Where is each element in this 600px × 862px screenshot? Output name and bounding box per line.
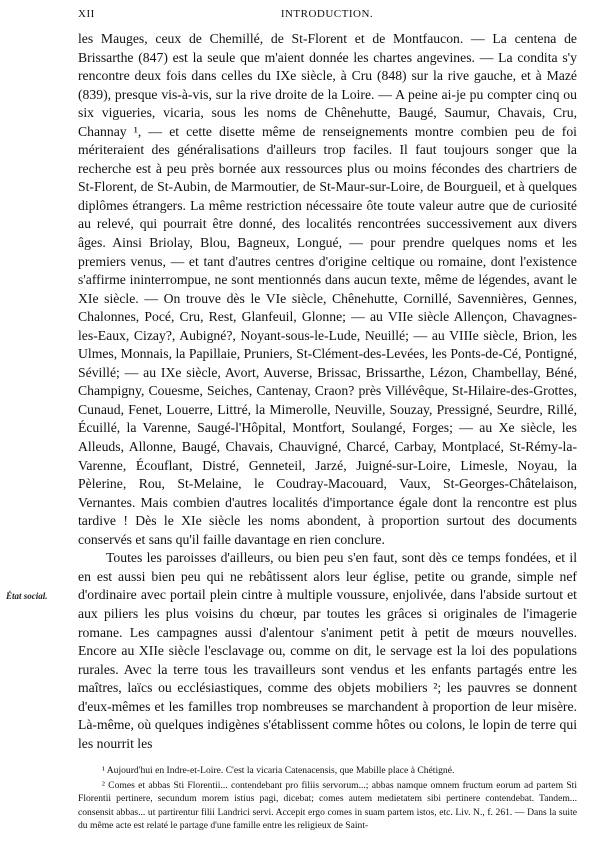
page-number: XII bbox=[78, 8, 95, 20]
running-title: INTRODUCTION. bbox=[280, 8, 374, 20]
margin-note: État social. bbox=[6, 591, 48, 601]
running-header bbox=[78, 8, 576, 24]
footnote-2: ² Comes et abbas Sti Florentii... contendebant pro filiis servorum...; abbas namque omnem fructum eorum ad partem Sti Florentii pertinere, secundum morem istius pagi, dicebat; comes autem medietatem sibi pertinere contendebat. Tandem... consensit abbas... ut partirentur filii Landrici servi. Accepit ergo comes in suam partem istos, etc. Liv. N., f. 261. — Dans la suite du même acte est relaté le partage d'une famille entre les religieux de Saint- bbox=[78, 780, 577, 831]
footnote-1: ¹ Aujourd'hui en Indre-et-Loire. C'est la vicaria Catenacensis, que Mabille place à Chétigné. bbox=[102, 765, 455, 776]
paragraph-1: les Mauges, ceux de Chemillé, de St-Florent et de Montfaucon. — La centena de Brissarthe (847) est la seule que m'aient donnée les chartes angevines. — La condita s'y rencontre deux fois dans celles du IXe siècle, à Cru (848) sur la rive gauche, et à Mazé (839), presque vis-à-vis, sur la rive droite de la Loire. — A peine ai-je pu compter cinq ou six vigueries, vicaria, sous les noms de Chênehutte, Baugé, Saumur, Chavais, Cru, Channay ¹, — et cette disette même de renseignements montre combien peu de foi mériteraient des généralisations d'ailleurs trop faciles. Il faut toujours songer que la recherche est à peu près bornée aux ressources plus ou moins fécondes des chartriers de St-Florent, de St-Aubin, de Marmoutier, de St-Maur-sur-Loire, de Bourgueil, et à quelques diplômes étrangers. La même restriction nécessaire ôte toute valeur autre que de curiosité au relevé, qui pourrait être donné, des localités rencontrées successivement aux divers âges. Ainsi Briolay, Blou, Bagneux, Longué, — pour prendre quelques noms et les premiers venus, — et tant d'autres centres d'origine celtique ou romaine, dont l'existence s'affirme ininterrompue, ne sont mentionnés dans aucun texte, même de légendes, avant le XIe siècle. — On trouve dès le VIe siècle, Chênehutte, Cornillé, Savennières, Gennes, Chalonnes, Pocé, Cru, Rest, Glanfeuil, Glonne; — au VIIe siècle Allençon, Chavagnes-les-Eaux, Cizay?, Aubigné?, Noyant-sous-le-Lude, Neuillé; — au VIIIe siècle, Brion, les Ulmes, Monnais, la Papillaie, Pruniers, St-Clément-des-Levées, les Ponts-de-Cé, Pontigné, Sévillé; — au IXe siècle, Avort, Auverse, Brissac, Brissarthe, Lézon, Chambellay, Béné, Champigny, Couesme, Seiches, Cantenay, Craon? près Villévêque, St-Hilaire-des-Grottes, Cunaud, Fenet, Louerre, Littré, la Mimerolle, Neuville, Souzay, Pressigné, Seurdre, Rillé, Écuillé, la Varenne, Saugé-l'Hôpital, Montfort, Soulangé, Forges; — au Xe siècle, les Alleuds, Allonne, Baugé, Chavais, Chauvigné, Charcé, Carbay, Montplacé, St-Rémy-la-Varenne, Écouflant, Distré, Genneteil, Jarzé, Juigné-sur-Loire, Limesle, Noyau, la Pèlerine, Rou, St-Melaine, le Coudray-Macouard, Vaux, St-Georges-Châtelaison, Vernantes. Mais combien d'autres localités d'importance égale dont la rencontre est plus tardive ! Dès le XIe siècle les noms abondent, à proportion surtout des documents conservés et sans qu'il faille davantage en rien conclure. bbox=[78, 31, 577, 547]
paragraph-2: Toutes les paroisses d'ailleurs, ou bien peu s'en faut, sont dès ce temps fondées, et il en est aussi bien peu qui ne rebâtissent alors leur église, petite ou grande, simple nef d'ordinaire avec portail plein cintre à multiple voussure, enjolivée, dans l'abside surtout et aux piliers les plus voisins du chœur, par toutes les grâces si originales de l'imagerie romane. Les campagnes aussi d'alentour s'animent petit à petit de mœurs nouvelles. Encore au XIIe siècle l'esclavage ou, comme on dit, le servage est la loi des populations rurales. Avec la terre tous les travailleurs sont vendus et les enfants partagés entre les maîtres, laïcs ou ecclésiastiques, comme des objets mobiliers ²; les pauvres se donnent d'eux-mêmes et les familles trop nombreuses se marchandent à proportion de leur misère. Là-même, où quelques indigènes s'établissent comme hôtes ou colons, le lopin de terre qui les nourrit les bbox=[78, 550, 577, 751]
footnotes bbox=[78, 764, 577, 832]
main-text bbox=[78, 30, 577, 753]
